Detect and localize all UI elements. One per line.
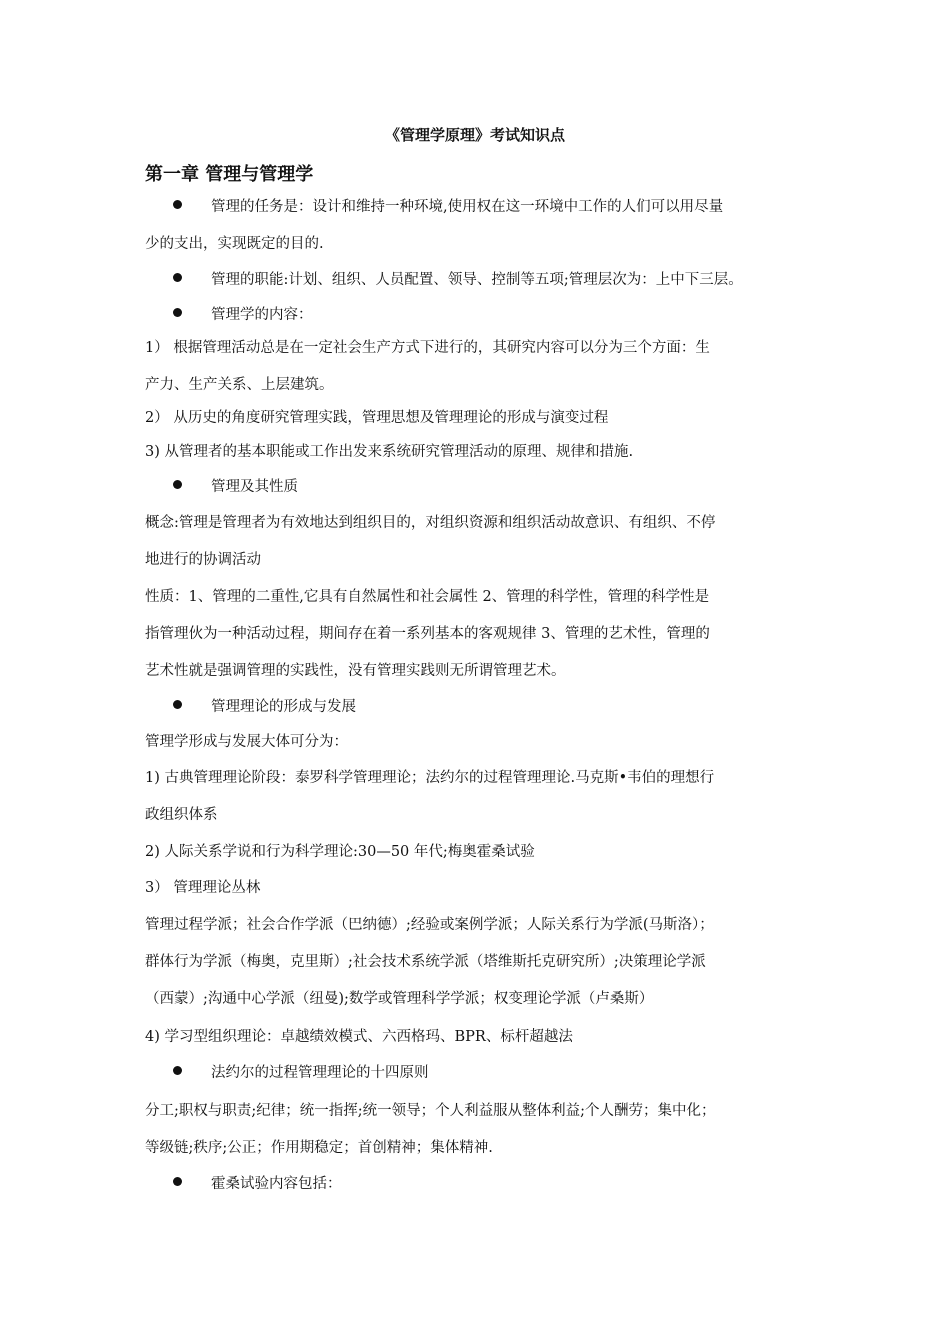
bullet-text: 管理及其性质 (211, 479, 298, 495)
bullet-text: 管理学的内容： (211, 307, 313, 323)
paragraph-line: 少的支出，实现既定的目的. (145, 236, 324, 252)
chapter-heading: 第一章 管理与管理学 (145, 164, 314, 185)
paragraph-line: 地进行的协调活动 (145, 552, 261, 568)
paragraph-line: 3） 管理理论丛林 (145, 880, 261, 896)
paragraph-line: 3) 从管理者的基本职能或工作出发来系统研究管理活动的原理、规律和措施. (145, 444, 634, 460)
bullet-dot-icon (173, 273, 182, 282)
paragraph-line: 艺术性就是强调管理的实践性，没有管理实践则无所谓管理艺术。 (145, 663, 566, 679)
bullet-dot-icon (173, 200, 182, 209)
bullet-dot-icon (173, 1177, 182, 1186)
bullet-text: 霍桑试验内容包括： (211, 1176, 342, 1192)
bullet-dot-icon (173, 1066, 182, 1075)
document-title: 《管理学原理》考试知识点 (384, 126, 565, 144)
paragraph-line: 1) 古典管理理论阶段：泰罗科学管理理论；法约尔的过程管理理论.马克斯•韦伯的理想行 (145, 770, 715, 786)
paragraph-line: （西蒙）;沟通中心学派（纽曼);数学或管理科学学派；权变理论学派（卢桑斯） (145, 991, 654, 1007)
paragraph-line: 4) 学习型组织理论：卓越绩效模式、六西格玛、BPR、标杆超越法 (145, 1029, 573, 1045)
paragraph-line: 分工;职权与职责;纪律；统一指挥;统一领导；个人利益服从整体利益;个人酬劳；集中化； (145, 1103, 716, 1119)
paragraph-line: 产力、生产关系、上层建筑。 (145, 377, 334, 393)
bullet-dot-icon (173, 308, 182, 317)
paragraph-line: 概念:管理是管理者为有效地达到组织目的，对组织资源和组织活动故意识、有组织、不停 (145, 515, 716, 531)
paragraph-line: 群体行为学派（梅奥，克里斯）;社会技术系统学派（塔维斯托克研究所）;决策理论学派 (145, 954, 706, 970)
bullet-text: 法约尔的过程管理理论的十四原则 (211, 1065, 429, 1081)
paragraph-line: 2) 人际关系学说和行为科学理论:30—50 年代;梅奥霍桑试验 (145, 844, 535, 860)
paragraph-line: 政组织体系 (145, 807, 218, 823)
bullet-text: 管理的任务是：设计和维持一种环境,使用权在这一环境中工作的人们可以用尽量 (211, 199, 724, 215)
paragraph-line: 管理过程学派；社会合作学派（巴纳德）;经验或案例学派；人际关系行为学派(马斯洛）； (145, 917, 714, 933)
paragraph-line: 管理学形成与发展大体可分为： (145, 734, 348, 750)
paragraph-line: 1） 根据管理活动总是在一定社会生产方式下进行的，其研究内容可以分为三个方面：生 (145, 340, 710, 356)
paragraph-line: 2） 从历史的角度研究管理实践，管理思想及管理理论的形成与演变过程 (145, 410, 609, 426)
paragraph-line: 指管理伙为一种活动过程，期间存在着一系列基本的客观规律 3、管理的艺术性，管理的 (145, 626, 710, 642)
bullet-text: 管理的职能:计划、组织、人员配置、领导、控制等五项;管理层次为：上中下三层。 (211, 272, 743, 288)
bullet-dot-icon (173, 480, 182, 489)
bullet-text: 管理理论的形成与发展 (211, 699, 356, 715)
paragraph-line: 性质：1、管理的二重性,它具有自然属性和社会属性 2、管理的科学性，管理的科学性是 (145, 589, 710, 605)
bullet-dot-icon (173, 700, 182, 709)
paragraph-line: 等级链;秩序;公正；作用期稳定；首创精神；集体精神. (145, 1140, 493, 1156)
